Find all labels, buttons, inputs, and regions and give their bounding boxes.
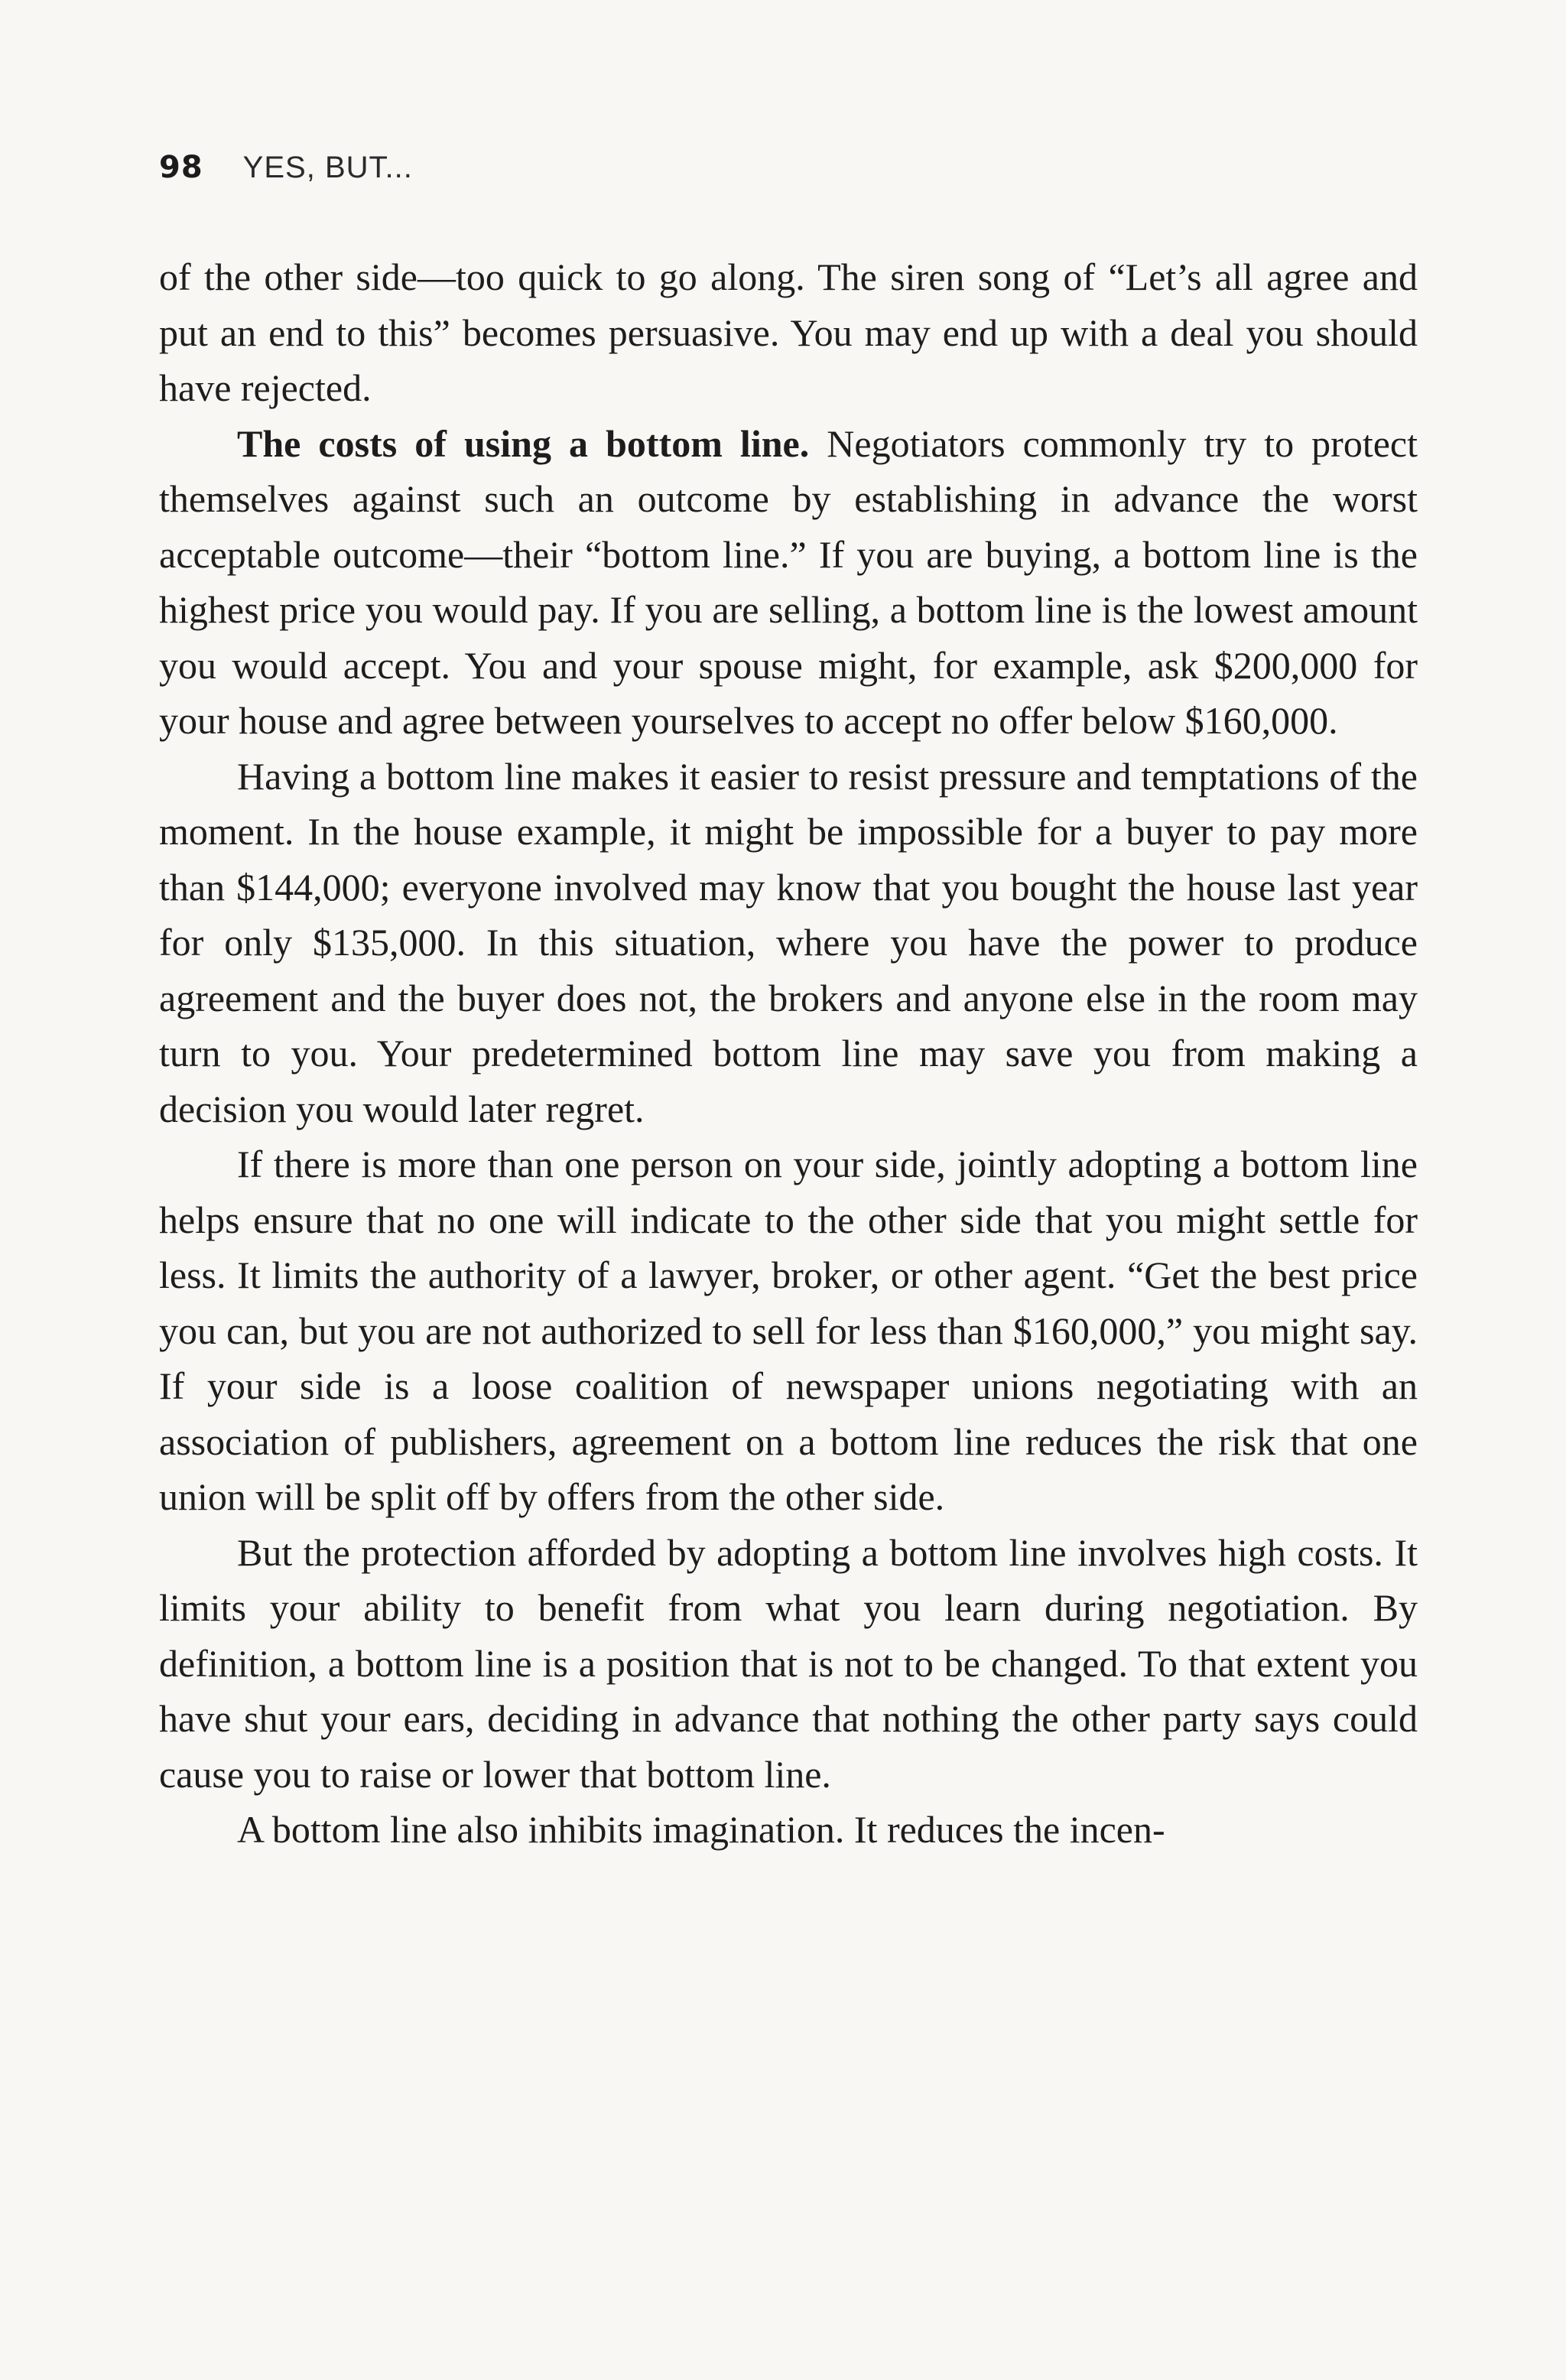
section-heading: The costs of using a bottom line. bbox=[237, 421, 810, 465]
paragraph-1-text: of the other side—too quick to go along. The siren song of “Let’s all agree and put an end to this” becomes persuasive. You may end up with a deal you should have rejected. bbox=[159, 255, 1418, 409]
paragraph-6 bbox=[159, 1802, 1418, 1858]
page-header bbox=[159, 150, 413, 185]
paragraph-5 bbox=[159, 1525, 1418, 1803]
paragraph-3 bbox=[159, 749, 1418, 1137]
paragraph-4-text: If there is more than one person on your side, jointly adopting a bottom line helps ensure that no one will indicate to the other side that you might settle for less. It limits the authority of a lawyer, broker, or other agent. “Get the best price you can, but you are not authorized to sell for less than $160,000,” you might say. If your side is a loose coalition of newspaper unions negotiating with an association of publishers, agreement on a bottom line reduces the risk that one union will be split off by offers from the other side. bbox=[159, 1143, 1418, 1518]
body-text bbox=[159, 249, 1418, 1858]
paragraph-6-text: A bottom line also inhibits imagination. It reduces the incen- bbox=[237, 1808, 1165, 1851]
paragraph-1 bbox=[159, 249, 1418, 416]
page-number: 98 bbox=[159, 150, 203, 185]
paragraph-2 bbox=[159, 416, 1418, 749]
running-head: YES, BUT... bbox=[242, 151, 413, 184]
paragraph-3-text: Having a bottom line makes it easier to resist pressure and temptations of the moment. In the house example, it might be impossible for a buyer to pay more than $144,000; everyone involved may know that you bought the house last year for only $135,000. In this situation, where you have the power to produce agreement and the buyer does not, the brokers and anyone else in the room may turn to you. Your predetermined bottom line may save you from making a decision you would later regret. bbox=[159, 754, 1418, 1130]
paragraph-5-text: But the protection afforded by adopting a bottom line involves high costs. It limits your ability to benefit from what you learn during negotiation. By definition, a bottom line is a position that is not to be changed. To that extent you have shut your ears, deciding in advance that nothing the other party says could cause you to raise or lower that bottom line. bbox=[159, 1530, 1418, 1796]
paragraph-4 bbox=[159, 1136, 1418, 1525]
paragraph-2-text: Negotiators commonly try to protect themselves against such an outcome by establishing in advance the worst acceptable outcome—their “bottom line.” If you are buying, a bottom line is the highest price you would pay. If you are selling, a bottom line is the lowest amount you would accept. You and your spouse might, for example, ask $200,000 for your house and agree between yourselves to accept no offer below $160,000. bbox=[159, 421, 1418, 742]
